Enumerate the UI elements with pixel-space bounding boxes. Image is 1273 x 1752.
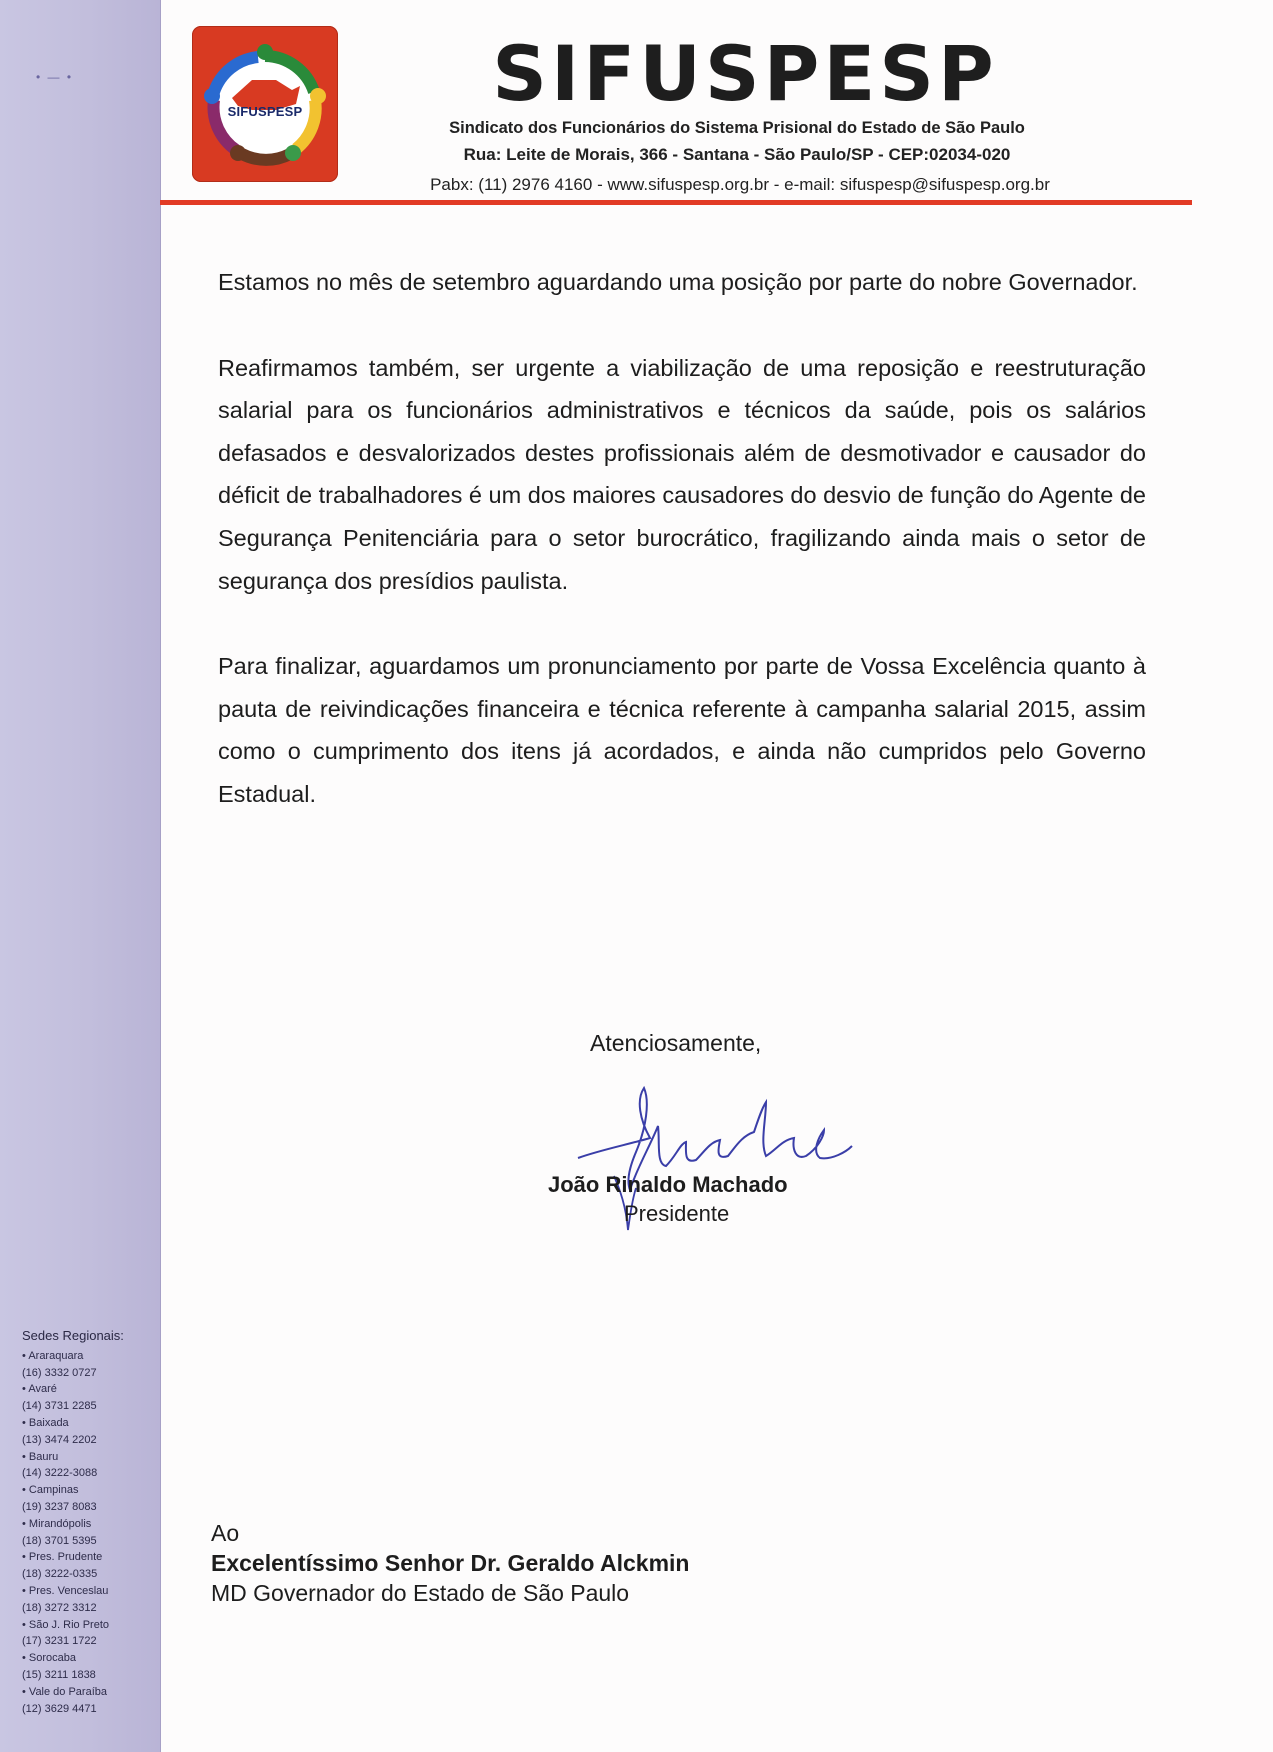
recipient-title: MD Governador do Estado de São Paulo (211, 1580, 630, 1606)
office-phone: (18) 3701 5395 (22, 1534, 97, 1547)
header-rule (160, 200, 1192, 205)
org-name: SIFUSPESP (492, 29, 998, 118)
sidebar-marks: • — • (36, 70, 74, 84)
office-phone: (14) 3222-3088 (22, 1467, 98, 1480)
office-city: • Vale do Paraíba (22, 1684, 152, 1701)
signer-role: Presidente (624, 1201, 730, 1226)
left-sidebar (0, 0, 161, 1752)
office-city: • Sorocaba (22, 1650, 152, 1667)
letter-body (218, 261, 1146, 859)
office-phone: (13) 3474 2202 (22, 1433, 97, 1446)
office-phone: (15) 3211 1838 (22, 1668, 96, 1681)
recipient-name: Excelentíssimo Senhor Dr. Geraldo Alckmin (211, 1550, 690, 1576)
office-city: • Avaré (22, 1381, 152, 1398)
paragraph: Para finalizar, aguardamos um pronunciamento por parte de Vossa Excelência quanto à pauta de reivindicações financeira e técnica referente à campanha salarial 2015, assim como o cumprimento dos itens já acordados, e ainda não cumpridos pelo Governo Estadual. (218, 653, 1146, 807)
office-city: • Pres. Venceslau (22, 1583, 152, 1600)
regional-offices (22, 1328, 152, 1717)
paragraph: Estamos no mês de setembro aguardando uma posição por parte do nobre Governador. (218, 269, 1138, 295)
recipient-prefix: Ao (211, 1520, 240, 1546)
regional-offices-list (22, 1348, 152, 1718)
office-city: • Araraquara (22, 1348, 152, 1365)
org-address: Rua: Leite de Morais, 366 - Santana - São Paulo/SP - CEP:02034-020 (463, 145, 1011, 164)
paragraph: Reafirmamos também, ser urgente a viabilização de uma reposição e reestruturação salarial para os funcionários administrativos e técnicos da saúde, pois os salários defasados e desvalorizados destes profissionais além de desmotivador e causador do déficit de trabalhadores é um dos maiores causadores do desvio de função do Agente de Segurança Penitenciária para o setor burocrático, fragilizando ainda mais o setor de segurança dos presídios paulista. (218, 354, 1146, 594)
office-city: • Mirandópolis (22, 1516, 152, 1533)
org-contact: Pabx: (11) 2976 4160 - www.sifuspesp.org.br - e-mail: sifuspesp@sifuspesp.org.br (430, 175, 1050, 194)
regional-offices-title: Sedes Regionais: (22, 1328, 124, 1343)
office-phone: (18) 3272 3312 (22, 1601, 97, 1614)
office-phone: (19) 3237 8083 (22, 1500, 97, 1513)
sifuspesp-logo (192, 26, 338, 182)
office-phone: (16) 3332 0727 (22, 1366, 97, 1379)
logo-text: SIFUSPESP (227, 104, 303, 119)
office-city: • Campinas (22, 1482, 152, 1499)
recipient-block (211, 1518, 689, 1608)
office-phone: (18) 3222-0335 (22, 1568, 98, 1581)
office-city: • Bauru (22, 1449, 152, 1466)
office-phone: (14) 3731 2285 (22, 1400, 97, 1413)
office-city: • São J. Rio Preto (22, 1617, 152, 1634)
signer-name: João Rinaldo Machado (548, 1172, 788, 1197)
org-full-name: Sindicato dos Funcionários do Sistema Prisional do Estado de São Paulo (449, 119, 1025, 137)
office-phone: (17) 3231 1722 (22, 1635, 97, 1648)
office-city: • Baixada (22, 1415, 152, 1432)
office-city: • Pres. Prudente (22, 1549, 152, 1566)
closing-salutation: Atenciosamente, (590, 1030, 762, 1056)
office-phone: (12) 3629 4471 (22, 1702, 97, 1715)
